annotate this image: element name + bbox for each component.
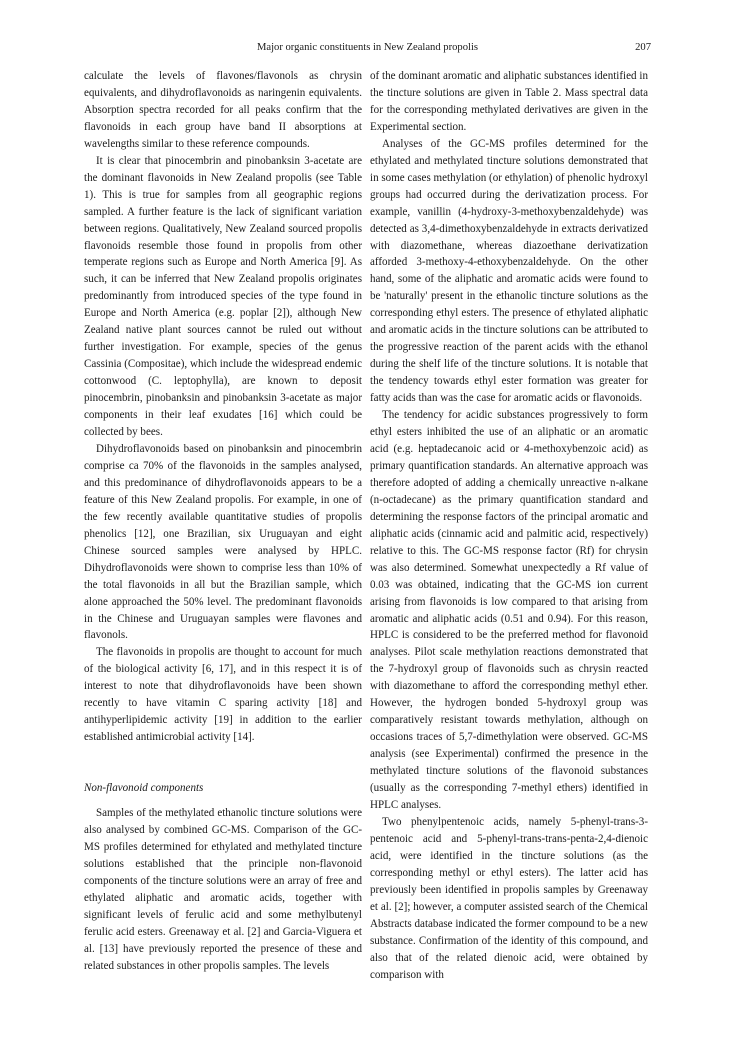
paragraph: Dihydroflavonoids based on pinobanksin and pinocembrin comprise ca 70% of the flavonoids in the samples analysed, and this predominance of dihydroflavonoids appears to be a feature of this New Zealand propolis. For example, in one of the few recently available quantitative studies of propolis phenolics [12], one Brazilian, six Uruguayan and eight Chinese sourced samples were analysed by HPLC. Dihydroflavonoids were shown to comprise less than 10% of the total flavonoids in all but the Brazilian sample, which alone approached the 50% level. The predominant flavonoids in the Chinese and Uruguayan samples were flavones and flavonols.	[84, 442, 362, 642]
section-heading: Non-flavonoid components	[84, 782, 204, 795]
paragraph: It is clear that pinocembrin and pinobanksin 3-acetate are the dominant flavonoids in New Zealand propolis (see Table 1). This is true for samples from all geographic regions sampled. A further feature is the lack of significant variation between regions. Qualitatively, New Zealand sourced propolis flavonoids resemble those found in propolis from other temperate regions such as Europe and North America [9]. As such, it can be inferred that New Zealand propolis originates predominantly from introduced species of the type found in Europe and North America (e.g. poplar [2]), although New Zealand native plant sources cannot be ruled out without further investigation. For example, species of the genus Cassinia (Compositae), which include the widespread endemic cottonwood (C. leptophylla), are known to deposit pinocembrin, pinobanksin and pinobanksin 3-acetate as major components in their leaf exudates [16] which could be collected by bees.	[84, 154, 362, 439]
running-head	[84, 40, 651, 56]
left-column	[84, 68, 362, 975]
right-column	[370, 68, 648, 983]
paragraph: Samples of the methylated ethanolic tincture solutions were also analysed by combined GC-MS. Comparison of the GC-MS profiles determined for ethylated and methylated tincture solutions established that the principle non-flavonoid components of the tincture solutions were an array of free and ethylated aliphatic and aromatic acids, together with significant levels of ferulic acid and some methylbutenyl ferulic acid esters. Greenaway et al. [2] and Garcia-Viguera et al. [13] have previously reported the presence of these and related substances in other propolis samples. The levels	[84, 807, 362, 972]
page-number: 207	[635, 42, 651, 53]
running-title: Major organic constituents in New Zealand propolis	[256, 42, 479, 53]
section-gap	[84, 746, 362, 780]
paragraph: Analyses of the GC-MS profiles determined for the ethylated and methylated tincture solutions demonstrated that in some cases methylation (or ethylation) of phenolic hydroxyl groups had occurred during the derivatization process. For example, vanillin (4-hydroxy-3-methoxybenzaldehyde) was detected as 3,4-dimethoxybenzaldehyde in extracts derivatized with diazomethane, whereas diazoethane derivatization afforded 3-methoxy-4-ethoxybenzaldehyde. On the other hand, some of the aliphatic and aromatic acids were found to be 'naturally' present in the ethanolic tincture solutions as the corresponding ethyl esters. The presence of ethylated aliphatic and aromatic acids in the tincture solutions can be attributed to the progressive reaction of the parent acids with the ethanol during the shelf life of the tincture solutions. It is notable that the tendency towards ethyl ester formation was greater for fatty acids than was the case for aromatic acids or flavonoids.	[370, 137, 648, 405]
paragraph: calculate the levels of flavones/flavonols as chrysin equivalents, and dihydroflavonoids as naringenin equivalents. Absorption spectra recorded for all peaks confirm that the flavonoids in each group have band II absorptions at wavelengths similar to these reference compounds.	[84, 70, 362, 150]
paragraph: of the dominant aromatic and aliphatic substances identified in the tincture solutions are given in Table 2. Mass spectral data for the corresponding methylated derivatives are given in the Experimental section.	[370, 70, 648, 133]
paragraph: Two phenylpentenoic acids, namely 5-phenyl-trans-3-pentenoic acid and 5-phenyl-trans-trans-penta-2,4-dienoic acid, were identified in the tincture solutions (as the corresponding methyl or ethyl esters). The latter acid has previously been identified in propolis samples by Greenaway et al. [2]; however, a computer assisted search of the Chemical Abstracts database indicated the former compound to be a new substance. Confirmation of the identity of this compound, and also that of the related dienoic acid, were obtained by comparison with	[370, 815, 648, 981]
paragraph: The flavonoids in propolis are thought to account for much of the biological activity [6, 17], and in this respect it is of interest to note that dihydroflavonoids have been shown recently to have vitamin C sparing activity [18] and antihyperlipidemic activity [19] in addition to the earlier established antimicrobial activity [14].	[84, 646, 362, 744]
paragraph: The tendency for acidic substances progressively to form ethyl esters inhibited the use of an aliphatic or an aromatic acid (e.g. heptadecanoic acid or 4-methoxybenzoic acid) as primary quantification standards. An alternative approach was therefore adopted of adding a chemically unreactive n-alkane (n-octadecane) as the primary quantification standard and determining the response factors of the principal aromatic and aliphatic acids (cinnamic acid and palmitic acid, respectively) relative to this. The GC-MS response factor (Rf) for chrysin was also determined. Somewhat unexpectedly a Rf value of 0.03 was obtained, indicating that the GC-MS ion current arising from flavonoids is low compared to that arising from aromatic and aliphatic acids (0.51 and 0.94). For this reason, HPLC is considered to be the preferred method for flavonoid analyses. Pilot scale methylation reactions demonstrated that the 7-hydroxyl group of flavonoids such as chrysin reacted with diazomethane to afford the corresponding methyl ether. However, the hydrogen bonded 5-hydroxyl group was comparatively resistant towards methylation, although on occasions traces of 5,7-dimethylation were observed. GC-MS analysis (see Experimental) confirmed the presence in the methylated tincture solutions of the flavonoid substances (usually as the corresponding 7-methyl ethers) identified in HPLC analyses.	[370, 409, 648, 811]
